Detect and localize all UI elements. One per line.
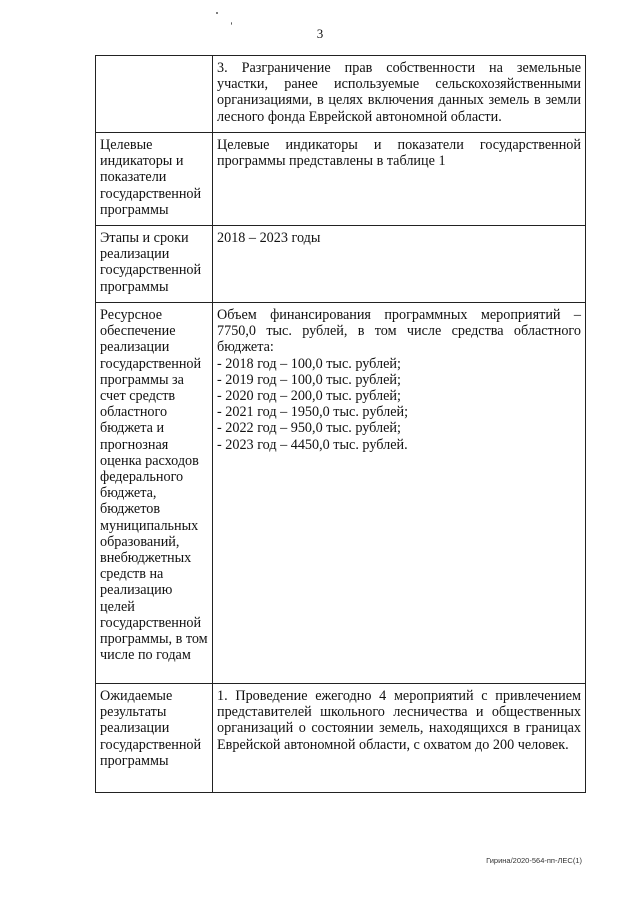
funding-year-item: - 2021 год – 1950,0 тыс. рублей; xyxy=(217,404,409,421)
row-content: 2018 – 2023 годы xyxy=(213,226,586,303)
table-row xyxy=(96,56,586,133)
row-label: Ожидаемые результаты реализации государственной программы xyxy=(96,684,213,793)
row-label: Этапы и сроки реализации государственной программы xyxy=(96,226,213,303)
funding-intro: Объем финансирования программных мероприятий – 7750,0 тыс. рублей, в том числе средства областного бюджета: xyxy=(217,307,581,356)
table-row xyxy=(96,684,586,793)
funding-year-item: - 2020 год – 200,0 тыс. рублей; xyxy=(217,388,401,405)
row-content: Целевые индикаторы и показатели государственной программы представлены в таблице 1 xyxy=(213,133,586,226)
row-content: 3. Разграничение прав собственности на земельные участки, ранее используемые сельскохозяйственными организациями, в целях включения данных земель в земли лесного фонда Еврейской автономной области. xyxy=(213,56,586,133)
row-label: Целевые индикаторы и показатели государственной программы xyxy=(96,133,213,226)
funding-year-item: - 2022 год – 950,0 тыс. рублей; xyxy=(217,420,401,437)
row-label xyxy=(96,56,213,133)
funding-year-item: - 2018 год – 100,0 тыс. рублей; xyxy=(217,355,401,372)
row-label: Ресурсное обеспечение реализации государственной программы за счет средств областного бюджета и прогнозная оценка расходов федерального бюджета, бюджетов муниципальных образований, внебюджетных средств на реализацию целей государственной программы, в том числе по годам xyxy=(96,303,213,684)
scan-speck xyxy=(231,22,232,25)
page-number: 3 xyxy=(316,26,324,41)
document-footer-code: Гирина/2020-564-пп-ЛЕС(1) xyxy=(486,856,582,865)
table-row xyxy=(96,226,586,303)
scan-speck xyxy=(216,12,218,14)
table-row xyxy=(96,303,586,684)
table-row xyxy=(96,133,586,226)
funding-year-item: - 2023 год – 4450,0 тыс. рублей. xyxy=(217,436,408,453)
row-content xyxy=(213,303,586,684)
program-passport-table xyxy=(95,55,586,793)
row-content: 1. Проведение ежегодно 4 мероприятий с привлечением представителей школьного лесничества и общественных организаций о состоянии земель, находящихся в границах Еврейской автономной области, с охватом до 200 человек. xyxy=(213,684,586,793)
funding-year-item: - 2019 год – 100,0 тыс. рублей; xyxy=(217,371,401,388)
